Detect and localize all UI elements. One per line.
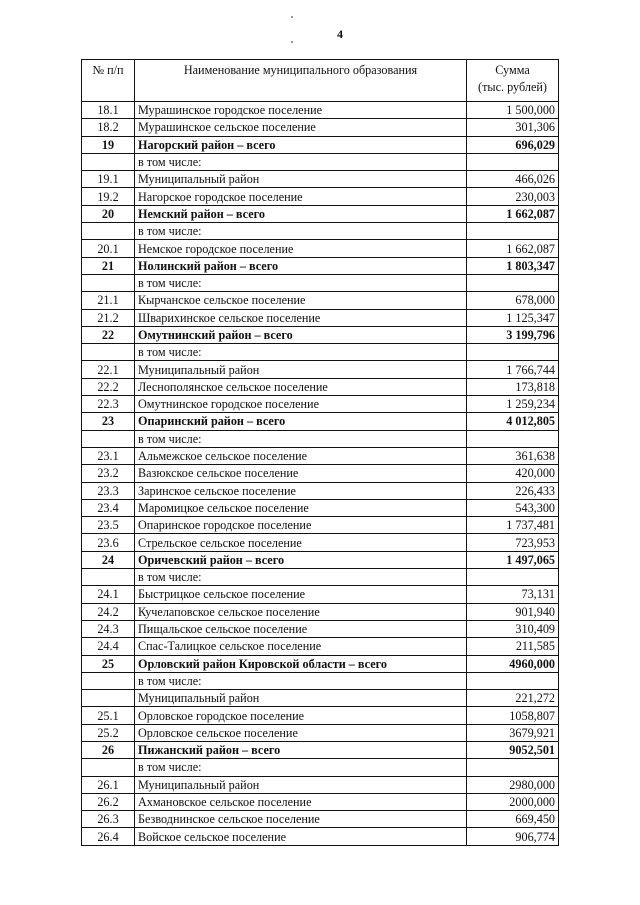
row-sum: 173,818 [467, 378, 559, 395]
row-name: Леснополянское сельское поселение [135, 378, 467, 395]
row-number: 21.1 [82, 292, 135, 309]
row-sum: 1 737,481 [467, 517, 559, 534]
row-number: 26.2 [82, 793, 135, 810]
row-sum: 310,409 [467, 620, 559, 637]
row-number: 21 [82, 257, 135, 274]
row-number: 24.3 [82, 620, 135, 637]
table-row [82, 102, 559, 119]
row-sum: 466,026 [467, 171, 559, 188]
row-name: Вазюкское сельское поселение [135, 465, 467, 482]
row-number: 25 [82, 655, 135, 672]
row-name: Омутнинское городское поселение [135, 396, 467, 413]
row-number: 22.3 [82, 396, 135, 413]
row-name: в том числе: [135, 223, 467, 240]
row-number [82, 759, 135, 776]
row-sum [467, 223, 559, 240]
header-sum-title: Сумма [495, 63, 530, 77]
row-name: Муниципальный район [135, 361, 467, 378]
row-name: в том числе: [135, 672, 467, 689]
row-number: 22.2 [82, 378, 135, 395]
row-name: Мурашинское городское поселение [135, 102, 467, 119]
row-sum: 230,003 [467, 188, 559, 205]
row-name: в том числе: [135, 153, 467, 170]
row-name: Спас-Талицкое сельское поселение [135, 638, 467, 655]
table-row [82, 724, 559, 741]
table-row [82, 447, 559, 464]
row-name: Нолинский район – всего [135, 257, 467, 274]
table-row [82, 534, 559, 551]
row-number [82, 344, 135, 361]
row-name: в том числе: [135, 430, 467, 447]
row-name: Нагорский район – всего [135, 136, 467, 153]
table-row [82, 309, 559, 326]
row-number [82, 690, 135, 707]
table-row [82, 741, 559, 758]
row-name: Опаринский район – всего [135, 413, 467, 430]
row-number: 23.2 [82, 465, 135, 482]
row-sum: 73,131 [467, 586, 559, 603]
row-sum [467, 672, 559, 689]
table-row [82, 326, 559, 343]
row-name: Пижанский район – всего [135, 741, 467, 758]
row-sum [467, 569, 559, 586]
row-name: в том числе: [135, 344, 467, 361]
row-name: Опаринское городское поселение [135, 517, 467, 534]
table-row [82, 257, 559, 274]
row-sum: 1 803,347 [467, 257, 559, 274]
table-row [82, 517, 559, 534]
table-row [82, 378, 559, 395]
table-row [82, 136, 559, 153]
row-number: 24.2 [82, 603, 135, 620]
table-row [82, 672, 559, 689]
row-sum: 3 199,796 [467, 326, 559, 343]
row-number: 23.6 [82, 534, 135, 551]
row-sum [467, 274, 559, 291]
table-row [82, 205, 559, 222]
table-row [82, 603, 559, 620]
row-number: 21.2 [82, 309, 135, 326]
table-row [82, 413, 559, 430]
row-sum: 1 766,744 [467, 361, 559, 378]
row-number: 19.2 [82, 188, 135, 205]
row-number: 24.1 [82, 586, 135, 603]
row-sum: 906,774 [467, 828, 559, 845]
row-name: Заринское сельское поселение [135, 482, 467, 499]
row-sum: 2980,000 [467, 776, 559, 793]
row-number: 26 [82, 741, 135, 758]
row-sum: 1 125,347 [467, 309, 559, 326]
table-row [82, 153, 559, 170]
scan-speck [291, 41, 293, 43]
row-name: Ахмановское сельское поселение [135, 793, 467, 810]
row-name: Орловское городское поселение [135, 707, 467, 724]
row-number [82, 153, 135, 170]
row-sum: 901,940 [467, 603, 559, 620]
row-name: Муниципальный район [135, 690, 467, 707]
row-name: Муниципальный район [135, 171, 467, 188]
row-sum: 301,306 [467, 119, 559, 136]
row-number: 26.4 [82, 828, 135, 845]
row-sum: 1 662,087 [467, 240, 559, 257]
table-row [82, 223, 559, 240]
table-row [82, 361, 559, 378]
row-sum: 221,272 [467, 690, 559, 707]
row-name: Стрельское сельское поселение [135, 534, 467, 551]
row-number: 22 [82, 326, 135, 343]
row-name: Маромицкое сельское поселение [135, 499, 467, 516]
table-row [82, 690, 559, 707]
table-row [82, 707, 559, 724]
row-number [82, 569, 135, 586]
row-name: Нагорское городское поселение [135, 188, 467, 205]
row-name: Орловский район Кировской области – всего [135, 655, 467, 672]
row-name: Альмежское сельское поселение [135, 447, 467, 464]
row-name: Кучелаповское сельское поселение [135, 603, 467, 620]
row-name: Оричевский район – всего [135, 551, 467, 568]
row-sum: 4960,000 [467, 655, 559, 672]
row-number [82, 430, 135, 447]
table-row [82, 759, 559, 776]
table-row [82, 240, 559, 257]
table-row [82, 638, 559, 655]
row-sum: 9052,501 [467, 741, 559, 758]
row-name: Муниципальный район [135, 776, 467, 793]
row-number: 22.1 [82, 361, 135, 378]
row-sum: 226,433 [467, 482, 559, 499]
row-name: Пищальское сельское поселение [135, 620, 467, 637]
table-row [82, 793, 559, 810]
row-number: 24 [82, 551, 135, 568]
row-number: 25.2 [82, 724, 135, 741]
table-row [82, 620, 559, 637]
row-number: 23.1 [82, 447, 135, 464]
row-sum: 361,638 [467, 447, 559, 464]
row-name: Орловское сельское поселение [135, 724, 467, 741]
table-header-row [82, 60, 559, 102]
row-name: Шварихинское сельское поселение [135, 309, 467, 326]
header-name: Наименование муниципального образования [135, 60, 467, 102]
row-sum [467, 759, 559, 776]
row-number: 19.1 [82, 171, 135, 188]
table-row [82, 828, 559, 845]
row-number [82, 274, 135, 291]
row-sum [467, 153, 559, 170]
row-name: Немский район – всего [135, 205, 467, 222]
table-body [82, 102, 559, 846]
row-number: 19 [82, 136, 135, 153]
table-row [82, 465, 559, 482]
row-name: в том числе: [135, 274, 467, 291]
row-number: 26.3 [82, 811, 135, 828]
table-row [82, 655, 559, 672]
row-number: 20.1 [82, 240, 135, 257]
table-row [82, 811, 559, 828]
row-name: Быстрицкое сельское поселение [135, 586, 467, 603]
row-sum: 3679,921 [467, 724, 559, 741]
table-row [82, 551, 559, 568]
table-row [82, 396, 559, 413]
header-number: № п/п [82, 60, 135, 102]
row-name: в том числе: [135, 569, 467, 586]
row-sum [467, 344, 559, 361]
row-name: Кырчанское сельское поселение [135, 292, 467, 309]
table-row [82, 482, 559, 499]
header-sum [467, 60, 559, 102]
row-sum: 543,300 [467, 499, 559, 516]
row-name: Войское сельское поселение [135, 828, 467, 845]
row-sum: 1 500,000 [467, 102, 559, 119]
table-row [82, 586, 559, 603]
table-row [82, 292, 559, 309]
row-sum: 4 012,805 [467, 413, 559, 430]
row-number: 23 [82, 413, 135, 430]
scan-speck [291, 16, 293, 18]
row-sum: 2000,000 [467, 793, 559, 810]
row-number [82, 672, 135, 689]
table-row [82, 171, 559, 188]
table-row [82, 188, 559, 205]
row-number: 23.3 [82, 482, 135, 499]
row-sum: 723,953 [467, 534, 559, 551]
table-row [82, 344, 559, 361]
row-number: 20 [82, 205, 135, 222]
row-name: в том числе: [135, 759, 467, 776]
page-number: 4 [337, 27, 343, 41]
row-sum: 211,585 [467, 638, 559, 655]
row-name: Немское городское поселение [135, 240, 467, 257]
row-sum: 1 662,087 [467, 205, 559, 222]
row-number: 23.4 [82, 499, 135, 516]
row-number: 18.2 [82, 119, 135, 136]
row-sum: 1058,807 [467, 707, 559, 724]
row-number: 24.4 [82, 638, 135, 655]
table-row [82, 430, 559, 447]
row-sum: 1 259,234 [467, 396, 559, 413]
row-sum: 1 497,065 [467, 551, 559, 568]
table-row [82, 569, 559, 586]
row-sum: 678,000 [467, 292, 559, 309]
table-row [82, 776, 559, 793]
row-sum: 669,450 [467, 811, 559, 828]
table-row [82, 499, 559, 516]
row-sum [467, 430, 559, 447]
row-number [82, 223, 135, 240]
row-name: Мурашинское сельское поселение [135, 119, 467, 136]
table-row [82, 274, 559, 291]
budget-table [81, 59, 559, 846]
row-number: 23.5 [82, 517, 135, 534]
row-number: 26.1 [82, 776, 135, 793]
row-name: Безводнинское сельское поселение [135, 811, 467, 828]
row-number: 25.1 [82, 707, 135, 724]
row-sum: 696,029 [467, 136, 559, 153]
table-row [82, 119, 559, 136]
row-number: 18.1 [82, 102, 135, 119]
row-name: Омутнинский район – всего [135, 326, 467, 343]
header-sum-unit: (тыс. рублей) [478, 80, 547, 94]
row-sum: 420,000 [467, 465, 559, 482]
